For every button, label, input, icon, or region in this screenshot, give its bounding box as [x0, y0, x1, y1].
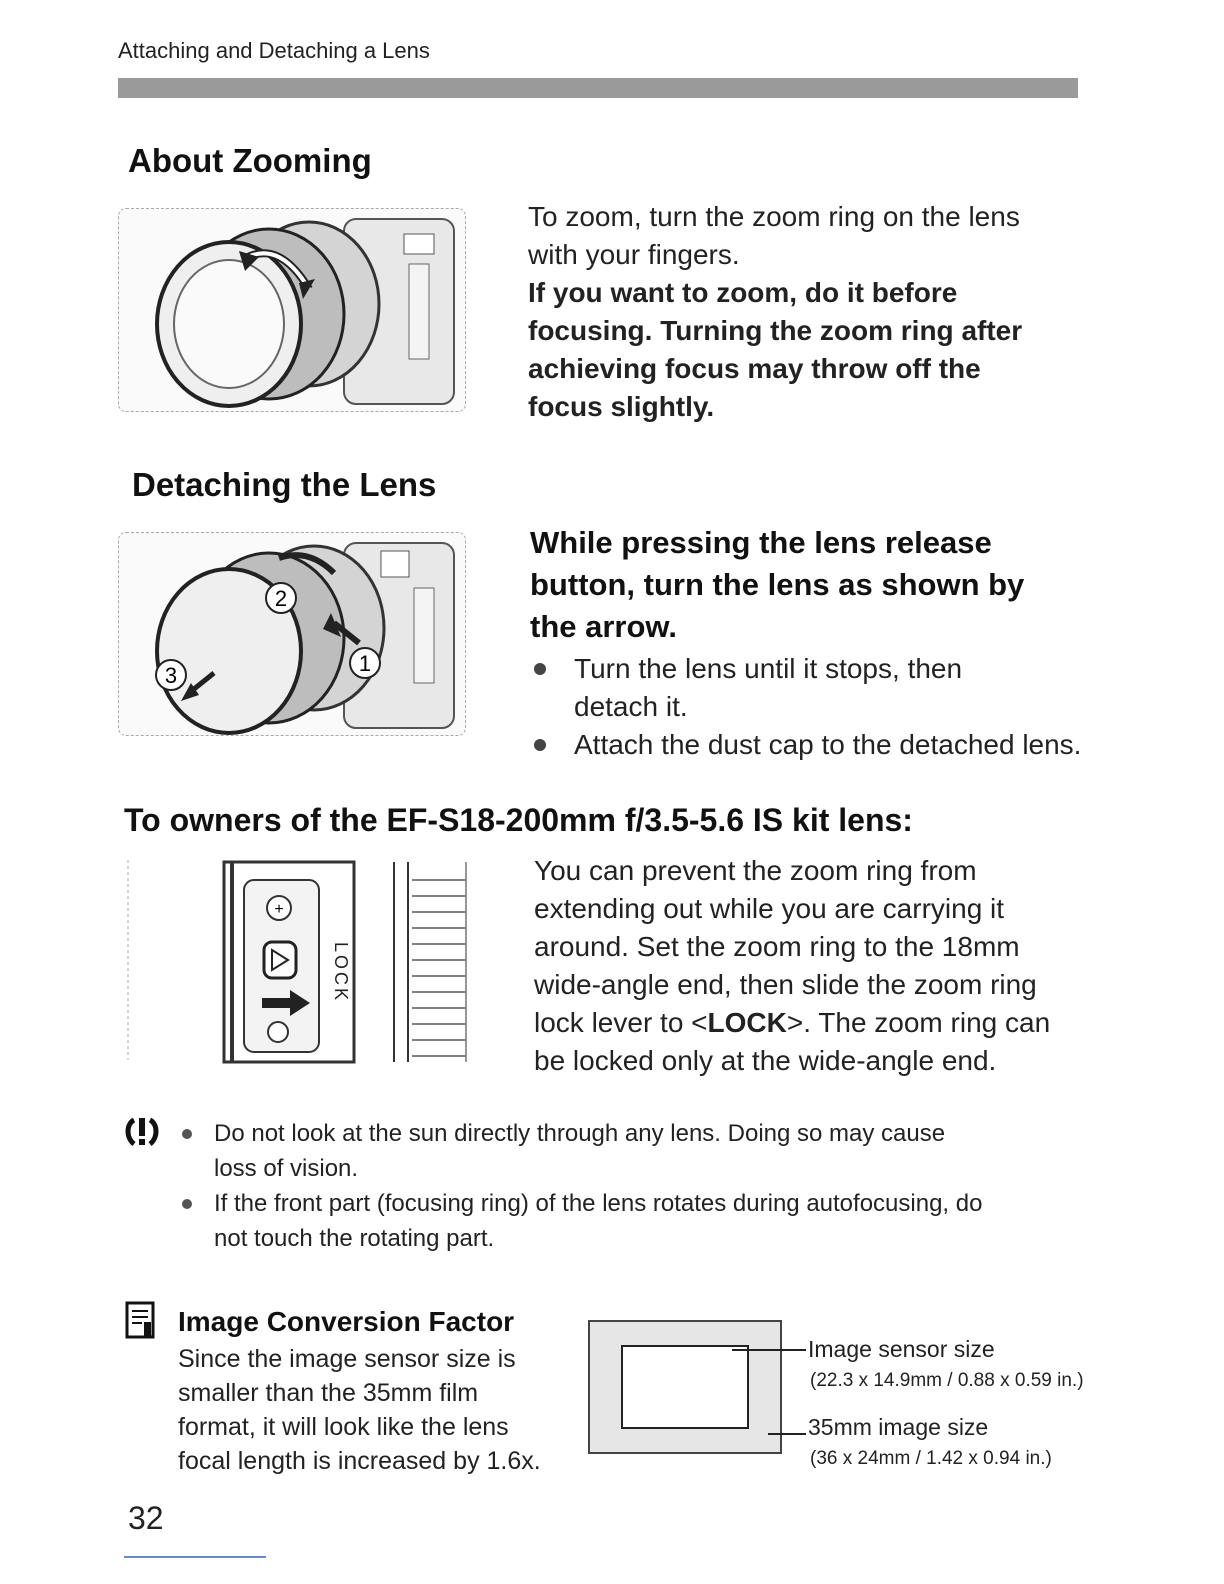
detach-figure [118, 532, 466, 736]
caution-icon [122, 1114, 162, 1154]
header-bar [118, 78, 1078, 98]
callout-2: 2 [274, 586, 288, 611]
text-line: be locked only at the wide-angle end. [534, 1045, 997, 1076]
lens-zoom-figure-icon [119, 209, 465, 411]
text-line-lock [534, 1004, 1094, 1042]
note-line: focal length is increased by 1.6x. [178, 1447, 541, 1475]
note-body [178, 1342, 578, 1478]
warning-line: focus slightly. [528, 391, 715, 422]
section-heading-zooming: About Zooming [128, 142, 372, 179]
instruction-line: button, turn the lens as shown by [530, 567, 1025, 602]
footer-rule [124, 1556, 266, 1558]
page-number: 32 [128, 1500, 164, 1536]
caution-line: If the front part (focusing ring) of the lens rotates during autofocusing, do [214, 1190, 983, 1217]
running-title: Attaching and Detaching a Lens [118, 38, 430, 63]
bullet-item [530, 726, 1100, 764]
callout-3: 3 [164, 663, 178, 688]
bullet-icon [182, 1199, 192, 1209]
lens-detach-figure-icon [119, 533, 465, 735]
bullet-icon [534, 739, 546, 751]
caution-item [214, 1186, 1094, 1256]
caution-item [214, 1116, 1094, 1186]
instruction-line: the arrow. [530, 609, 677, 644]
bullet-item [530, 650, 1100, 726]
caution-line: Do not look at the sun directly through any lens. Doing so may cause [214, 1120, 946, 1147]
text-line: You can prevent the zoom ring from [534, 855, 977, 886]
text-line: wide-angle end, then slide the zoom ring [534, 969, 1037, 1000]
note-title: Image Conversion Factor [178, 1306, 515, 1337]
note-line: smaller than the 35mm film [178, 1379, 479, 1407]
bullet-line: Turn the lens until it stops, then [574, 653, 963, 684]
lock-pre: lock lever to < [534, 1007, 708, 1038]
section-heading-detaching: Detaching the Lens [132, 466, 437, 503]
lock-label: LOCK [331, 941, 352, 1003]
note-line: Since the image sensor size is [178, 1345, 516, 1373]
kit-lens-text [534, 852, 1094, 1080]
sensor-frame [622, 1346, 748, 1428]
film-size-label: 35mm image size [808, 1414, 989, 1440]
instruction-line: While pressing the lens release [530, 525, 992, 560]
detach-instructions [530, 522, 1100, 764]
text-line: with your fingers. [528, 239, 740, 270]
warning-line: If you want to zoom, do it before [528, 277, 958, 308]
bullet-icon [182, 1129, 192, 1139]
warning-line: focusing. Turning the zoom ring after [528, 315, 1023, 346]
sensor-size-dims: (22.3 x 14.9mm / 0.88 x 0.59 in.) [810, 1370, 1084, 1391]
note-line: format, it will look like the lens [178, 1413, 509, 1441]
plus-icon: + [274, 901, 284, 918]
callout-1: 1 [358, 651, 372, 676]
sensor-size-diagram [588, 1320, 808, 1456]
lock-word: LOCK [707, 1007, 787, 1038]
lock-label-wrap [316, 942, 366, 1002]
text-line: To zoom, turn the zoom ring on the lens [528, 201, 1020, 232]
warning-line: achieving focus may throw off the [528, 353, 981, 384]
sensor-size-label: Image sensor size [808, 1336, 995, 1362]
lock-post: >. The zoom ring can [786, 1007, 1051, 1038]
memo-icon [124, 1300, 158, 1340]
bullet-line: Attach the dust cap to the detached lens. [574, 729, 1082, 760]
caution-list [214, 1116, 1094, 1256]
zooming-instructions [528, 198, 1088, 426]
bullet-icon [534, 663, 546, 675]
text-line: extending out while you are carrying it [534, 893, 1005, 924]
film-size-dims: (36 x 24mm / 1.42 x 0.94 in.) [810, 1448, 1052, 1469]
bullet-line: detach it. [574, 691, 688, 722]
section-heading-kit-lens: To owners of the EF-S18-200mm f/3.5-5.6 IS kit lens: [124, 802, 913, 838]
text-line: around. Set the zoom ring to the 18mm [534, 931, 1020, 962]
caution-line: loss of vision. [214, 1155, 359, 1182]
caution-line: not touch the rotating part. [214, 1225, 495, 1252]
zoom-figure [118, 208, 466, 412]
zoom-lock-lever-figure-icon [126, 860, 474, 1066]
lock-figure [126, 860, 474, 1066]
